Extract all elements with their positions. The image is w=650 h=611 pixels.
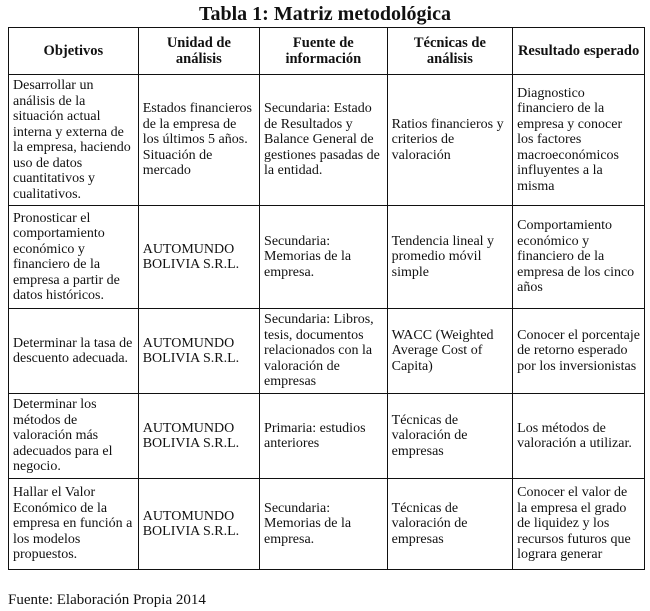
cell-unidad: AUTOMUNDO BOLIVIA S.R.L. [138, 479, 259, 570]
cell-fuente: Secundaria: Libros, tesis, documentos relacionados con la valoración de empresas [260, 309, 388, 394]
header-row [9, 28, 645, 75]
cell-objetivo: Pronosticar el comportamiento económico y financiero de la empresa a partir de datos históricos. [9, 206, 139, 309]
header-objetivos: Objetivos [9, 28, 139, 75]
table-row [9, 479, 645, 570]
table-row [9, 75, 645, 206]
cell-fuente: Secundaria: Estado de Resultados y Balance General de gestiones pasadas de la entidad. [260, 75, 388, 206]
header-resultado-esperado: Resultado esperado [513, 28, 645, 75]
methodology-matrix-table [8, 27, 645, 570]
table-title: Tabla 1: Matriz metodológica [198, 3, 451, 25]
source-note: Fuente: Elaboración Propia 2014 [8, 592, 206, 608]
cell-tecnica: Tendencia lineal y promedio móvil simple [387, 206, 513, 309]
cell-objetivo: Hallar el Valor Económico de la empresa en función a los modelos propuestos. [9, 479, 139, 570]
cell-unidad: AUTOMUNDO BOLIVIA S.R.L. [138, 206, 259, 309]
cell-tecnica: Técnicas de valoración de empresas [387, 479, 513, 570]
cell-resultado: Los métodos de valoración a utilizar. [513, 394, 645, 479]
cell-resultado: Conocer el porcentaje de retorno esperado por los inversionistas [513, 309, 645, 394]
cell-objetivo: Desarrollar un análisis de la situación actual interna y externa de la empresa, haciendo uso de datos cuantitativos y cualitativos. [9, 75, 139, 206]
cell-tecnica: WACC (Weighted Average Cost of Capita) [387, 309, 513, 394]
cell-unidad: AUTOMUNDO BOLIVIA S.R.L. [138, 309, 259, 394]
header-unidad-de-analisis: Unidad de análisis [138, 28, 259, 75]
table-row [9, 309, 645, 394]
cell-objetivo: Determinar los métodos de valoración más adecuados para el negocio. [9, 394, 139, 479]
cell-fuente: Secundaria: Memorias de la empresa. [260, 479, 388, 570]
cell-resultado: Conocer el valor de la empresa el grado de liquidez y los recursos futuros que lograra generar [513, 479, 645, 570]
cell-resultado: Comportamiento económico y financiero de la empresa de los cinco años [513, 206, 645, 309]
cell-tecnica: Técnicas de valoración de empresas [387, 394, 513, 479]
header-fuente-de-informacion: Fuente de información [260, 28, 388, 75]
header-tecnicas-de-analisis: Técnicas de análisis [387, 28, 513, 75]
cell-unidad: Estados financieros de la empresa de los últimos 5 años. Situación de mercado [138, 75, 259, 206]
table-row [9, 394, 645, 479]
table-row [9, 206, 645, 309]
cell-tecnica: Ratios financieros y criterios de valoración [387, 75, 513, 206]
cell-objetivo: Determinar la tasa de descuento adecuada. [9, 309, 139, 394]
cell-unidad: AUTOMUNDO BOLIVIA S.R.L. [138, 394, 259, 479]
cell-resultado: Diagnostico financiero de la empresa y conocer los factores macroeconómicos influyentes a la misma [513, 75, 645, 206]
cell-fuente: Primaria: estudios anteriores [260, 394, 388, 479]
cell-fuente: Secundaria: Memorias de la empresa. [260, 206, 388, 309]
